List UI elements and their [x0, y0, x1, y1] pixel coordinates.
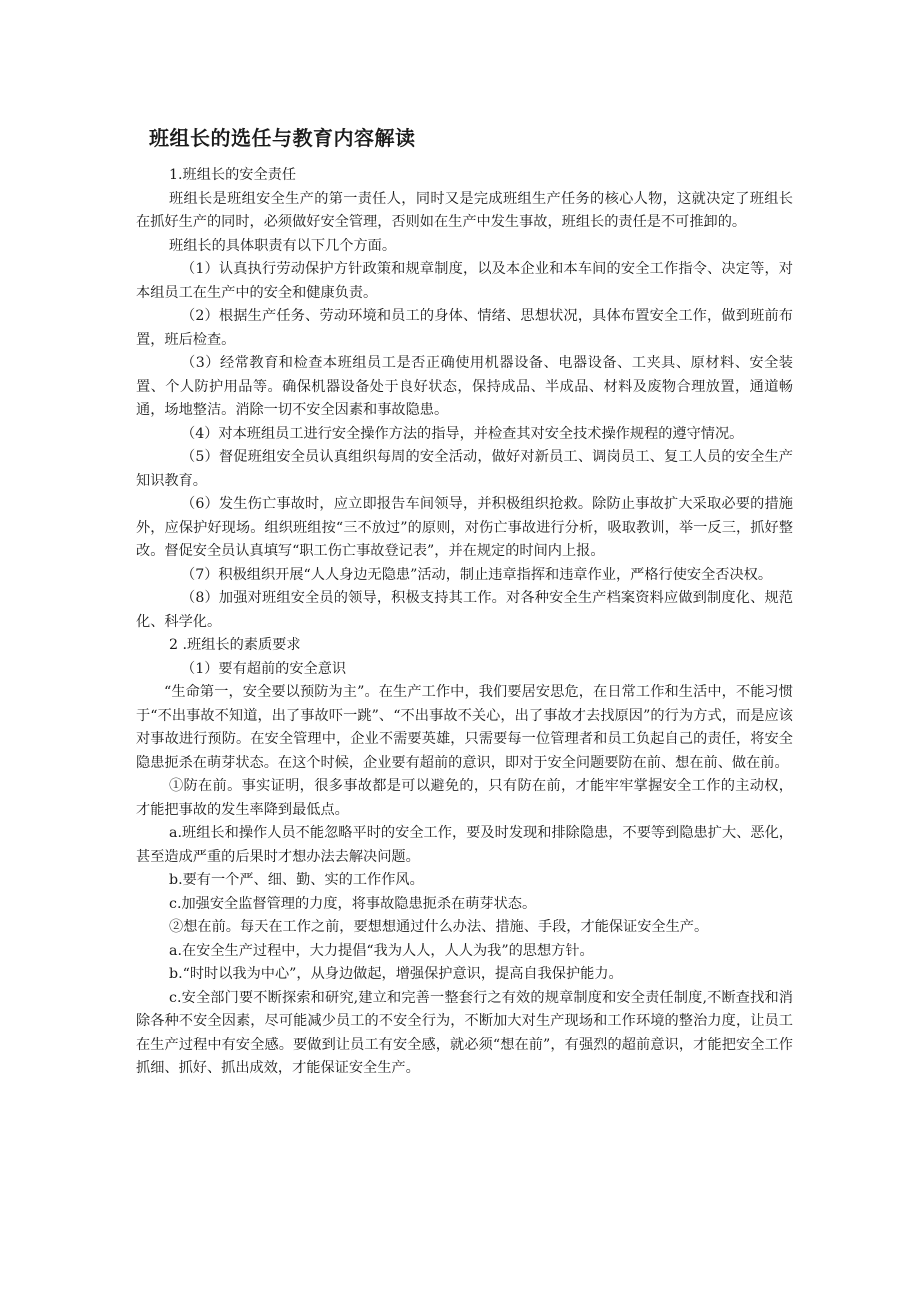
- paragraph: （2）根据生产任务、劳动环境和员工的身体、情绪、思想状况，具体布置安全工作，做到班前布置，班后检查。: [136, 308, 793, 348]
- paragraph: ②想在前。每天在工作之前，要想想通过什么办法、措施、手段，才能保证安全生产。: [169, 919, 709, 935]
- paragraph: 班组长是班组安全生产的第一责任人，同时又是完成班组生产任务的核心人物，这就决定了班组长在抓好生产的同时，必须做好安全管理，否则如在生产中发生事故，班组长的责任是不可推卸的。: [136, 190, 793, 230]
- paragraph: （4）对本班组员工进行安全操作方法的指导，并检查其对安全技术操作规程的遵守情况。: [181, 425, 744, 442]
- section-heading: 1.班组长的安全责任: [169, 167, 297, 183]
- paragraph: a.在安全生产过程中，大力提倡“我为人人，人人为我”的思想方针。: [169, 942, 594, 959]
- paragraph: b.要有一个严、细、勤、实的工作作风。: [169, 872, 424, 888]
- paragraph: （5）督促班组安全员认真组织每周的安全活动，做好对新员工、调岗员工、复工人员的安全生产知识教育。: [136, 449, 793, 489]
- paragraph: （3）经常教育和检查本班组员工是否正确使用机器设备、电器设备、工夹具、原材料、安全装置、个人防护用品等。确保机器设备处于良好状态，保持成品、半成品、材料及废物合理放置，通道畅通，场地整洁。消除一切不安全因素和事故隐患。: [136, 355, 793, 418]
- paragraph: （1）要有超前的安全意识: [181, 660, 347, 677]
- paragraph: b.“时时以我为中心”，从身边做起，增强保护意识，提高自我保护能力。: [169, 966, 623, 982]
- paragraph: c.安全部门要不断探索和研究,建立和完善一整套行之有效的规章制度和安全责任制度,不断查找和消除各种不安全因素，尽可能减少员工的不安全行为，不断加大对生产现场和工作环境的整治力度，让员工在生产过程中有安全感。要做到让员工有安全感，就必须“想在前”，有强烈的超前意识，才能把安全工作抓细、抓好、抓出成效，才能保证安全生产。: [136, 989, 793, 1076]
- paragraph: （8）加强对班组安全员的领导，积极支持其工作。对各种安全生产档案资料应做到制度化、规范化、科学化。: [136, 590, 793, 630]
- document-body: [136, 164, 793, 1081]
- paragraph: （7）积极组织开展“人人身边无隐患”活动，制止违章指挥和违章作业，严格行使安全否决权。: [181, 566, 773, 583]
- paragraph: ①防在前。事实证明，很多事故都是可以避免的，只有防在前，才能牢牢掌握安全工作的主动权，才能把事故的发生率降到最低点。: [136, 778, 793, 818]
- section-heading: 2 .班组长的素质要求: [169, 637, 301, 653]
- page-title: 班组长的选任与教育内容解读: [149, 126, 416, 150]
- paragraph: 班组长的具体职责有以下几个方面。: [169, 237, 397, 254]
- paragraph: （6）发生伤亡事故时，应立即报告车间领导，并积极组织抢救。除防止事故扩大采取必要的措施外，应保护好现场。组织班组按“三不放过”的原则，对伤亡事故进行分析，吸取教训，举一反三，抓好整改。督促安全员认真填写“职工伤亡事故登记表”，并在规定的时间内上报。: [136, 496, 793, 559]
- paragraph: c.加强安全监督管理的力度，将事故隐患扼杀在萌芽状态。: [169, 895, 537, 912]
- paragraph: （1）认真执行劳动保护方针政策和规章制度，以及本企业和本车间的安全工作指令、决定等，对本组员工在生产中的安全和健康负责。: [136, 261, 793, 301]
- paragraph: a.班组长和操作人员不能忽略平时的安全工作，要及时发现和排除隐患，不要等到隐患扩大、恶化，甚至造成严重的后果时才想办法去解决问题。: [136, 825, 793, 865]
- paragraph: “生命第一，安全要以预防为主”。在生产工作中，我们要居安思危，在日常工作和生活中，不能习惯于“不出事故不知道，出了事故吓一跳”、“不出事故不关心，出了事故才去找原因”的行为方式，而是应该对事故进行预防。在安全管理中，企业不需要英雄，只需要每一位管理者和员工负起自己的责任，将安全隐患扼杀在萌芽状态。在这个时候，企业要有超前的意识，即对于安全问题要防在前、想在前、做在前。: [136, 684, 793, 771]
